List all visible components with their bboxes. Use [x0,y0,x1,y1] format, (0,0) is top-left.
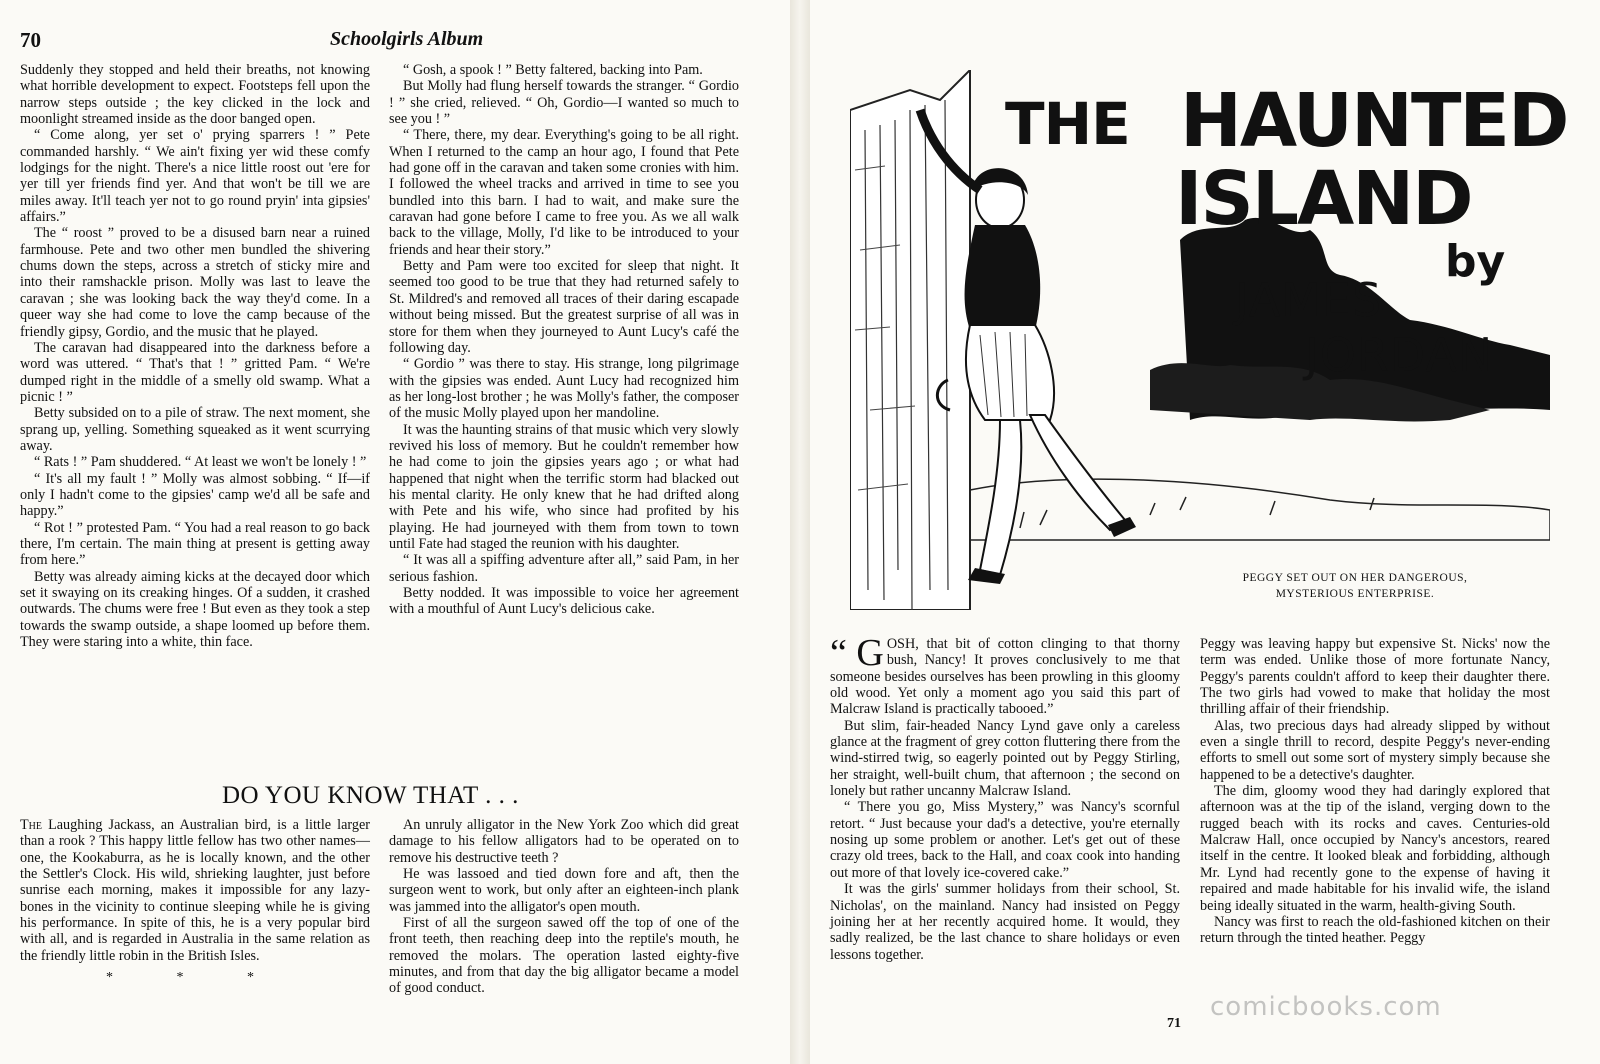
paragraph: The caravan had disappeared into the darkness before a word was uttered. “ That's that ! ” gritted Pam. “ We're dumped right in the middle of a smelly old swamp. What a picnic ! ” [20,339,370,405]
fact-column-2 [389,817,739,997]
paragraph: “ Come along, yer set o' prying sparrers ! ” Pete commanded harshly. “ We ain't fixing yer wid these comfy lodgings for the night. There's a nice little roost out 'ere for yer till yer friends find yer. And that won't be till we are miles away. It'll teach yer not to go round pryin' inta gipsies' affairs.” [20,127,370,226]
paragraph: First of all the surgeon sawed off the top of one of the front teeth, then reaching deep into the reptile's mouth, he removed the molars. The operation lasted eighty-five minutes, and from that day the big alligator became a model of good conduct. [389,915,739,997]
paragraph: “ Gordio ” was there to stay. His strange, long pilgrimage with the gipsies was ended. Aunt Lucy had recognized him as her long-lost brother ; he was Molly's father, the composer of the music Molly played upon her mandoline. [389,356,739,422]
page-gutter [790,0,810,1064]
paragraph-text: OSH, that bit of cotton clinging to that thorny bush, Nancy! It proves conclusively to me that someone besides ourselves has been prowling in this gloomy old wood. Yet only a moment ago you said this part of Malcraw Island is practically tabooed.” [830,636,1180,718]
magazine-title: Schoolgirls Album [330,28,484,50]
title-word-the: THE [1005,90,1130,158]
title-word-haunted: HAUNTED [1180,78,1568,164]
paragraph: “ Rats ! ” Pam shuddered. “ At least we won't be lonely ! ” [34,454,367,471]
paragraph: But Molly had flung herself towards the stranger. “ Gordio ! ” she cried, relieved. “ Oh, Gordio—I wanted so much to see you ! ” [389,78,739,128]
story-column-1 [830,632,1180,963]
lead-word: The [20,817,42,833]
paragraph: “ It's all my fault ! ” Molly was almost sobbing. “ If—if only I hadn't come to the gipsies' camp we'd all be safe and happy.” [20,470,370,520]
opening-paragraph [830,632,1180,718]
paragraph: “ There, there, my dear. Everything's going to be all right. When I returned to the camp an hour ago, I found that Pete had gone off in the caravan and taken some cronies with him. I followed the wheel tracks and arrived in time to see you bundled into this barn. I had to wait, and make sure the caravan had gone before I came to free you. As we all walk back to the village, Molly, I'd like to be introduced to your friends and hear their story.” [389,127,739,258]
paragraph: Peggy was leaving happy but expensive St. Nicks' now the term was ended. Unlike those of more fortunate Nancy, Peggy's parents couldn't afford to keep their daughter there. The two girls had vowed to make that holiday the most thrilling affair of their friendship. [1200,636,1550,718]
paragraph: Betty was already aiming kicks at the decayed door which set it swaying on its creaking hinges. Of a sudden, it crashed outwards. The chums were free ! But even as they took a step towards the swamp outside, a shape loomed up before them. They were staring into a white, thin face. [20,568,370,651]
left-page [0,0,790,1064]
paragraph: Suddenly they stopped and held their breaths, not knowing what horrible development to expect. Footsteps fell upon the narrow steps outside ; the key clicked in the lock and moonlight streamed inside as the door banged open. [20,62,370,128]
paragraph: “ There you go, Miss Mystery,” was Nancy's scornful retort. “ Just because your dad's a detective, you're eternally nosing up some problem or another. Let's get out of these crazy old trees, back to the Hall, and coax cook into handing out more of that lovely ice-covered cake.” [830,799,1180,881]
paragraph: Betty and Pam were too excited for sleep that night. It seemed too good to be true that they had returned safely to St. Mildred's and removed all traces of their daring escapade without being missed. But the greatest surprise of all was in store for them when they journeyed to Aunt Lucy's café the following day. [389,258,739,356]
caption-line: MYSTERIOUS ENTERPRISE. [1275,588,1435,600]
illustration-caption [1205,570,1505,602]
fact-text: Laughing Jackass, an Australian bird, is a little larger than a rook ? This happy little fellow has two other names—one, the Kookaburra, as he is locally known, and the other the Settler's Clock. His wild, shrieking laughter, just before sunrise each morning, makes it impossible for any lazy-bones in the vicinity to continue sleeping while he is giving his performance. In spite of this, he is a very popular bird with all, and is regarded in Australia in the same relation as the friendly little robin in the British Isles. [20,817,370,964]
section-stars: * * * [106,970,284,986]
paragraph: Betty nodded. It was impossible to voice her agreement with a mouthful of Aunt Lucy's delicious cake. [389,585,739,618]
author-first-name: JAMES [1235,273,1383,327]
paragraph: An unruly alligator in the New York Zoo which did great damage to his fellow alligators had to be operated on to remove his destructive teeth ? [389,817,739,866]
running-head [20,28,760,52]
paragraph: The dim, gloomy wood they had daringly explored that afternoon was at the tip of the island, verging down to the rugged beach with its rocks and caves. Centuries-old Malcraw Hall, once occupied by Nancy's ancestors, reared itself in the centre. It looked bleak and forbidding, although Mr. Lynd had recently gone to the expense of having it repaired and made habitable for his invalid wife, the island being ideally situated in the warm, health-giving South. [1200,783,1550,914]
fact-paragraph [20,817,370,964]
paragraph: It was the girls' summer holidays from their school, St. Nicholas', on the mainland. Nancy had insisted on Peggy joining her at her recently acquired home. It would, they sadly realized, be the last chance to share holidays or even lessons together. [830,881,1180,963]
story-title-block [1005,78,1568,382]
paragraph: Nancy was first to reach the old-fashioned kitchen on their return through the tinted heather. Peggy [1200,913,1550,947]
paragraph: “ Rot ! ” protested Pam. “ You had a real reason to go back there, I'm certain. The main thing at present is getting away from here.” [20,519,370,569]
author-last-name: JORDAN [1305,328,1494,382]
paragraph: The “ roost ” proved to be a disused barn near a ruined farmhouse. Pete and two other men bundled the shivering chums down the steps, across a stretch of sticky mire and into their ramshackle prison. Molly was last to leave the caravan ; she was looking back the way they'd come. In a queer way she had come to love the camp because of the friendly gipsy, Gordio, and the music that he played. [20,225,370,340]
title-by: by [1445,236,1506,287]
story-column-2 [1200,636,1550,947]
paragraph: Alas, two precious days had already slipped by without even a single thrill to record, despite Peggy's never-ending efforts to smell out some sort of mystery simply because she happened to be a detective's daughter. [1200,717,1550,783]
drop-cap: “ G [830,632,884,674]
paragraph: It was the haunting strains of that music which very slowly revived his loss of memory. But he couldn't remember how he had come to join the gipsies years ago ; or what had happened that night when the terrific storm had blacked out his mental clarity. He only knew that he had drifted along with Pete and his wife, who since had profited by his playing. He had journeyed with them from town to town until Fate had staged the reunion with his daughter. [389,421,739,552]
paragraph: “ Gosh, a spook ! ” Betty faltered, backing into Pam. [403,62,703,78]
site-watermark: comicbooks.com [1210,992,1442,1022]
story-column-1 [20,62,370,650]
paragraph: “ It was all a spiffing adventure after all,” said Pam, in her serious fashion. [389,552,739,585]
page-number-left: 70 [20,28,41,52]
title-word-island: ISLAND [1175,156,1472,242]
story-column-2 [389,62,739,618]
right-page [810,0,1600,1064]
page-number-right: 71 [1167,1016,1181,1031]
do-you-know-heading: DO YOU KNOW THAT . . . [222,782,519,809]
paragraph: But slim, fair-headed Nancy Lynd gave only a careless glance at the fragment of grey cotton fluttering there from the wind-stirred twig, so eagerly pointed out by Peggy Stirling, her straight, well-built chum, that afternoon ; the second on lonely but rather uncanny Malcraw Island. [830,717,1180,800]
fact-column-1 [20,817,370,986]
paragraph: He was lassoed and tied down fore and aft, then the surgeon went to work, but only after an eighteen-inch plank was jammed into the alligator's open mouth. [389,866,739,915]
paragraph: Betty subsided on to a pile of straw. The next moment, she sprang up, yelling. Something squeaked as it went scurrying away. [20,405,370,454]
caption-line: PEGGY SET OUT ON HER DANGEROUS, [1242,572,1468,584]
